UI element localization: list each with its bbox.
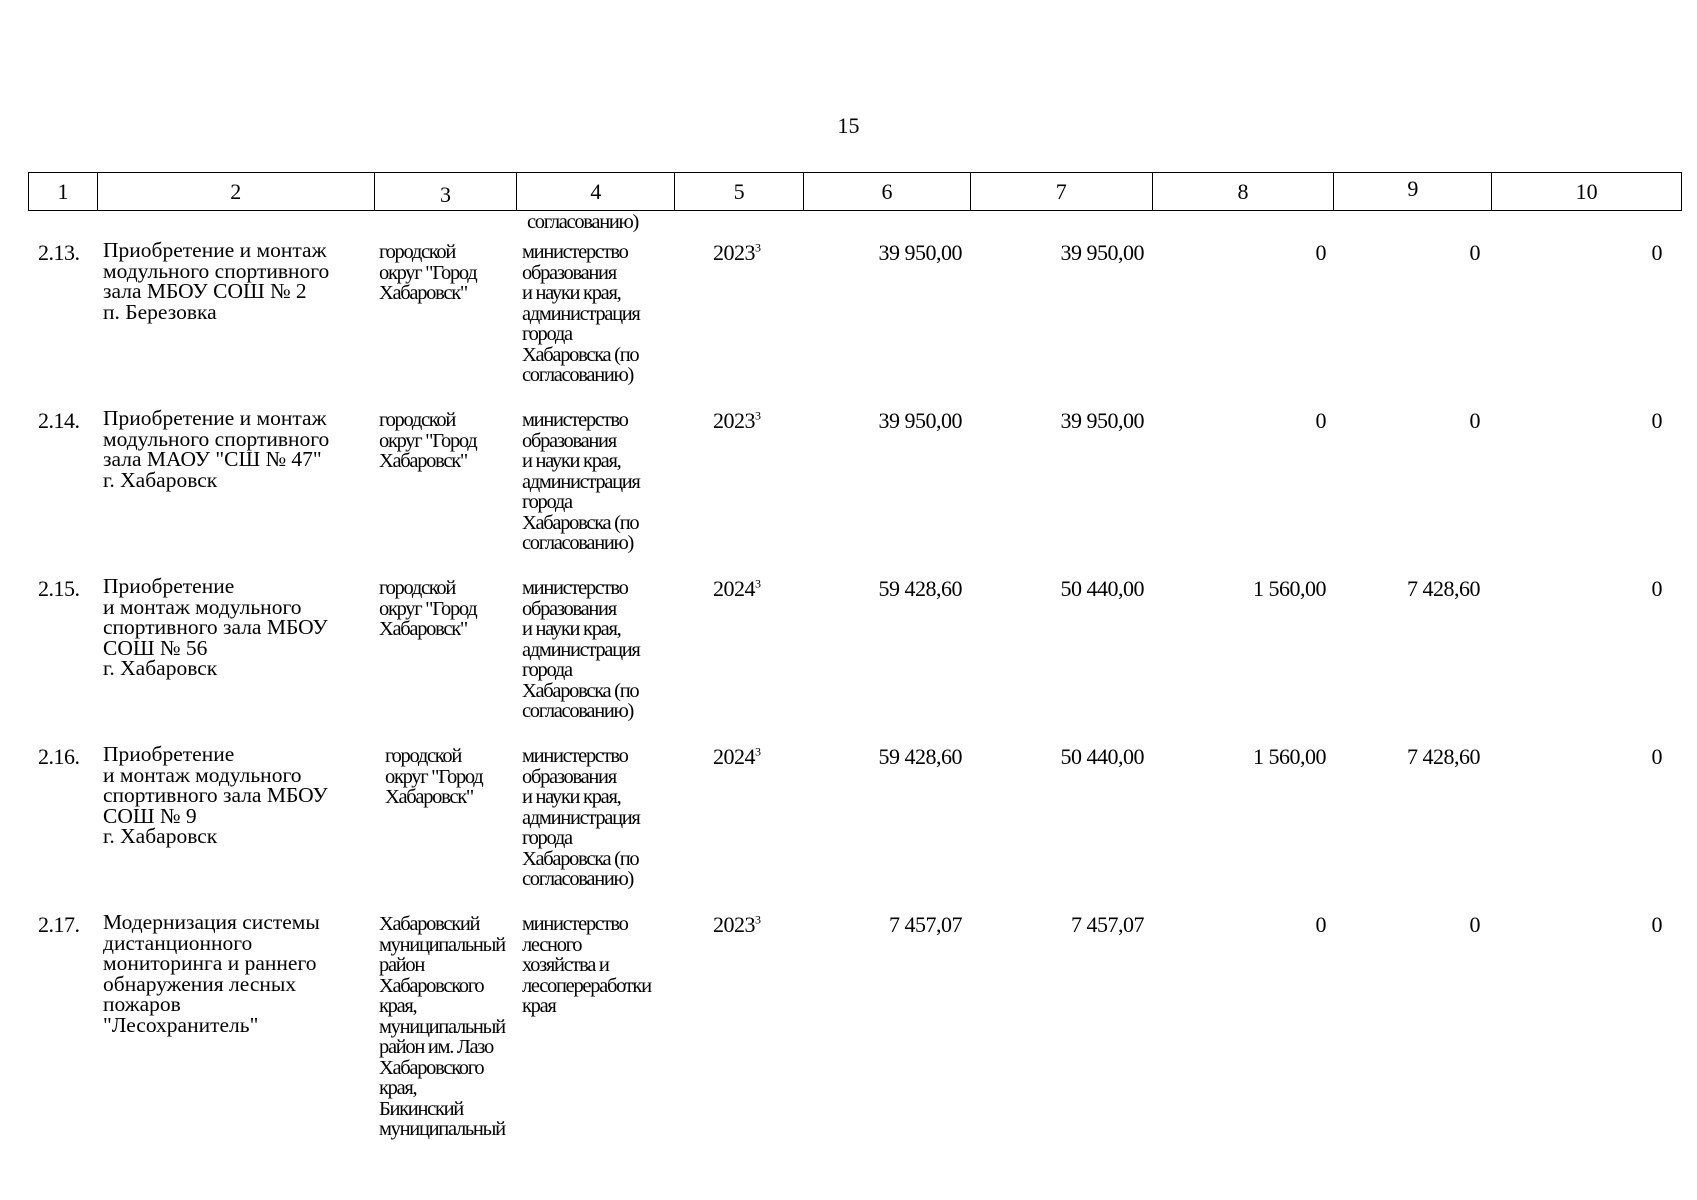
carry-over-text: согласованию) [527, 211, 639, 233]
text-line: Хабаровск" [379, 618, 467, 640]
text-line: спортивного зала МБОУ [103, 615, 328, 639]
text-line: городской [385, 745, 462, 767]
text-line: Хабаровск" [385, 786, 473, 808]
text-line: Модернизация системы [103, 910, 320, 934]
text-line: министерство [522, 577, 628, 599]
text-line: Приобретение [103, 742, 235, 766]
text-line: края, [379, 1077, 417, 1099]
text-line: район [379, 954, 425, 976]
text-line: министерство [522, 409, 628, 431]
table-header-row [28, 172, 1682, 211]
header-cell: 1 [29, 173, 98, 210]
text-line: городской [379, 409, 456, 431]
text-line: муниципальный [379, 933, 505, 956]
text-line: Хабаровска (по [522, 679, 639, 702]
year-value: 2023 [713, 408, 755, 433]
year-footnote: 3 [755, 912, 761, 927]
text-line: города [522, 491, 572, 513]
row-total: 59 428,60 [878, 744, 962, 769]
text-line: Хабаровска (по [522, 847, 639, 870]
text-line: спортивного зала МБОУ [103, 783, 328, 807]
header-cell: 10 [1575, 178, 1598, 204]
text-line: согласованию) [522, 532, 634, 554]
text-line: муниципальный [379, 1015, 505, 1038]
row-name [103, 240, 329, 322]
row-col9: 0 [1469, 408, 1480, 433]
year-footnote: 3 [755, 408, 761, 423]
text-line: образования [522, 261, 616, 284]
row-name [103, 744, 328, 847]
row-col8: 0 [1315, 408, 1326, 433]
year-footnote: 3 [755, 576, 761, 591]
row-territory [385, 746, 482, 808]
text-line: согласованию) [522, 700, 634, 722]
text-line: модульного спортивного [103, 426, 330, 451]
header-cell: 3 [375, 173, 518, 210]
text-line: администрация [522, 470, 640, 493]
row-col7: 39 950,00 [1060, 240, 1144, 265]
header-cell: 7 [971, 173, 1153, 210]
text-line: хозяйства и [522, 954, 609, 976]
header-cell: 8 [1153, 173, 1335, 210]
text-line: пожаров [103, 992, 181, 1016]
row-total: 39 950,00 [878, 240, 962, 265]
row-col7: 7 457,07 [1071, 912, 1144, 937]
header-cell: 2 [98, 173, 375, 210]
row-number: 2.15. [38, 576, 80, 601]
text-line: администрация [522, 302, 640, 325]
text-line: и науки края, [522, 786, 621, 808]
row-territory [379, 410, 476, 472]
row-col10: 0 [1651, 912, 1662, 937]
row-col9: 7 428,60 [1407, 576, 1480, 601]
row-col10: 0 [1651, 408, 1662, 433]
text-line: дистанционного [103, 930, 253, 955]
text-line: Приобретение и монтаж [103, 406, 327, 430]
text-line: округ "Город [379, 429, 477, 452]
row-col8: 0 [1315, 912, 1326, 937]
row-year [713, 408, 761, 434]
row-col9: 7 428,60 [1407, 744, 1480, 769]
text-line: городской [379, 577, 456, 599]
text-line: округ "Город [385, 765, 483, 788]
text-line: Хабаровский [379, 913, 480, 935]
row-name [103, 408, 329, 490]
year-value: 2023 [713, 240, 755, 265]
row-executor [522, 914, 651, 1017]
text-line: образования [522, 429, 616, 452]
text-line: г. Хабаровск [103, 467, 218, 492]
text-line: и науки края, [522, 618, 621, 640]
row-col8: 0 [1315, 240, 1326, 265]
row-col10: 0 [1651, 744, 1662, 769]
text-line: администрация [522, 638, 640, 661]
row-col9: 0 [1469, 912, 1480, 937]
text-line: края, [379, 995, 417, 1017]
header-cell: 4 [517, 173, 675, 210]
row-number: 2.16. [38, 744, 80, 769]
row-territory [379, 578, 476, 640]
text-line: СОШ № 56 [103, 635, 208, 660]
text-line: Хабаровска (по [522, 343, 639, 366]
row-total: 39 950,00 [878, 408, 962, 433]
text-line: п. Березовка [103, 299, 217, 324]
text-line: округ "Город [379, 261, 477, 284]
text-line: и науки края, [522, 450, 621, 472]
text-line: министерство [522, 745, 628, 767]
row-name [103, 576, 328, 679]
row-total: 59 428,60 [878, 576, 962, 601]
text-line: район им. Лазо [379, 1036, 493, 1058]
header-cell: 9 [1334, 173, 1492, 210]
text-line: зала МАОУ "СШ № 47" [103, 447, 322, 471]
text-line: Бикинский [379, 1097, 463, 1120]
text-line: города [522, 323, 572, 345]
text-line: муниципальный [379, 1118, 505, 1140]
year-value: 2024 [713, 576, 755, 601]
text-line: Приобретение и монтаж [103, 238, 327, 262]
text-line: образования [522, 765, 616, 788]
row-executor [522, 746, 640, 890]
text-line: г. Хабаровск [103, 824, 218, 848]
year-value: 2024 [713, 744, 755, 769]
row-col8: 1 560,00 [1253, 576, 1326, 601]
row-col7: 50 440,00 [1060, 744, 1144, 769]
header-cell: 5 [675, 173, 804, 210]
row-col10: 0 [1651, 240, 1662, 265]
year-footnote: 3 [755, 240, 761, 255]
row-total: 7 457,07 [889, 912, 962, 937]
text-line: согласованию) [522, 868, 634, 890]
text-line: зала МБОУ СОШ № 2 [103, 279, 307, 303]
text-line: СОШ № 9 [103, 803, 197, 828]
text-line: края [522, 995, 556, 1017]
text-line: лесного [522, 933, 582, 956]
row-col7: 39 950,00 [1060, 408, 1144, 433]
text-line: и монтаж модульного [103, 762, 302, 787]
text-line: Хабаровск" [379, 450, 467, 472]
row-executor [522, 410, 640, 554]
text-line: министерство [522, 241, 628, 263]
text-line: города [522, 827, 572, 849]
row-executor [522, 578, 640, 722]
text-line: лесопереработки [522, 974, 651, 997]
row-territory [379, 242, 476, 304]
year-footnote: 3 [755, 744, 761, 759]
text-line: округ "Город [379, 597, 477, 620]
text-line: Хабаровска (по [522, 511, 639, 534]
row-territory [379, 914, 505, 1140]
row-number: 2.13. [38, 240, 80, 265]
text-line: Хабаровск" [379, 282, 467, 304]
text-line: и монтаж модульного [103, 594, 302, 619]
row-year [713, 240, 761, 266]
text-line: министерство [522, 913, 628, 935]
text-line: модульного спортивного [103, 258, 330, 283]
text-line: образования [522, 597, 616, 620]
text-line: Хабаровского [379, 1056, 484, 1079]
row-number: 2.17. [38, 912, 80, 937]
text-line: согласованию) [522, 364, 634, 386]
row-year [713, 576, 761, 602]
text-line: Приобретение [103, 574, 235, 598]
text-line: мониторинга и раннего [103, 951, 317, 975]
text-line: Хабаровского [379, 974, 484, 997]
year-value: 2023 [713, 912, 755, 937]
row-col8: 1 560,00 [1253, 744, 1326, 769]
row-name [103, 912, 320, 1035]
text-line: "Лесохранитель" [103, 1012, 259, 1037]
row-col7: 50 440,00 [1060, 576, 1144, 601]
text-line: городской [379, 241, 456, 263]
header-cell: 6 [804, 173, 971, 210]
row-year [713, 744, 761, 770]
row-number: 2.14. [38, 408, 80, 433]
row-col9: 0 [1469, 240, 1480, 265]
text-line: города [522, 659, 572, 681]
page-number: 15 [837, 113, 860, 138]
row-year [713, 912, 761, 938]
text-line: г. Хабаровск [103, 656, 218, 680]
text-line: обнаружения лесных [103, 971, 297, 996]
row-executor [522, 242, 640, 386]
text-line: и науки края, [522, 282, 621, 304]
row-col10: 0 [1651, 576, 1662, 601]
text-line: администрация [522, 806, 640, 829]
